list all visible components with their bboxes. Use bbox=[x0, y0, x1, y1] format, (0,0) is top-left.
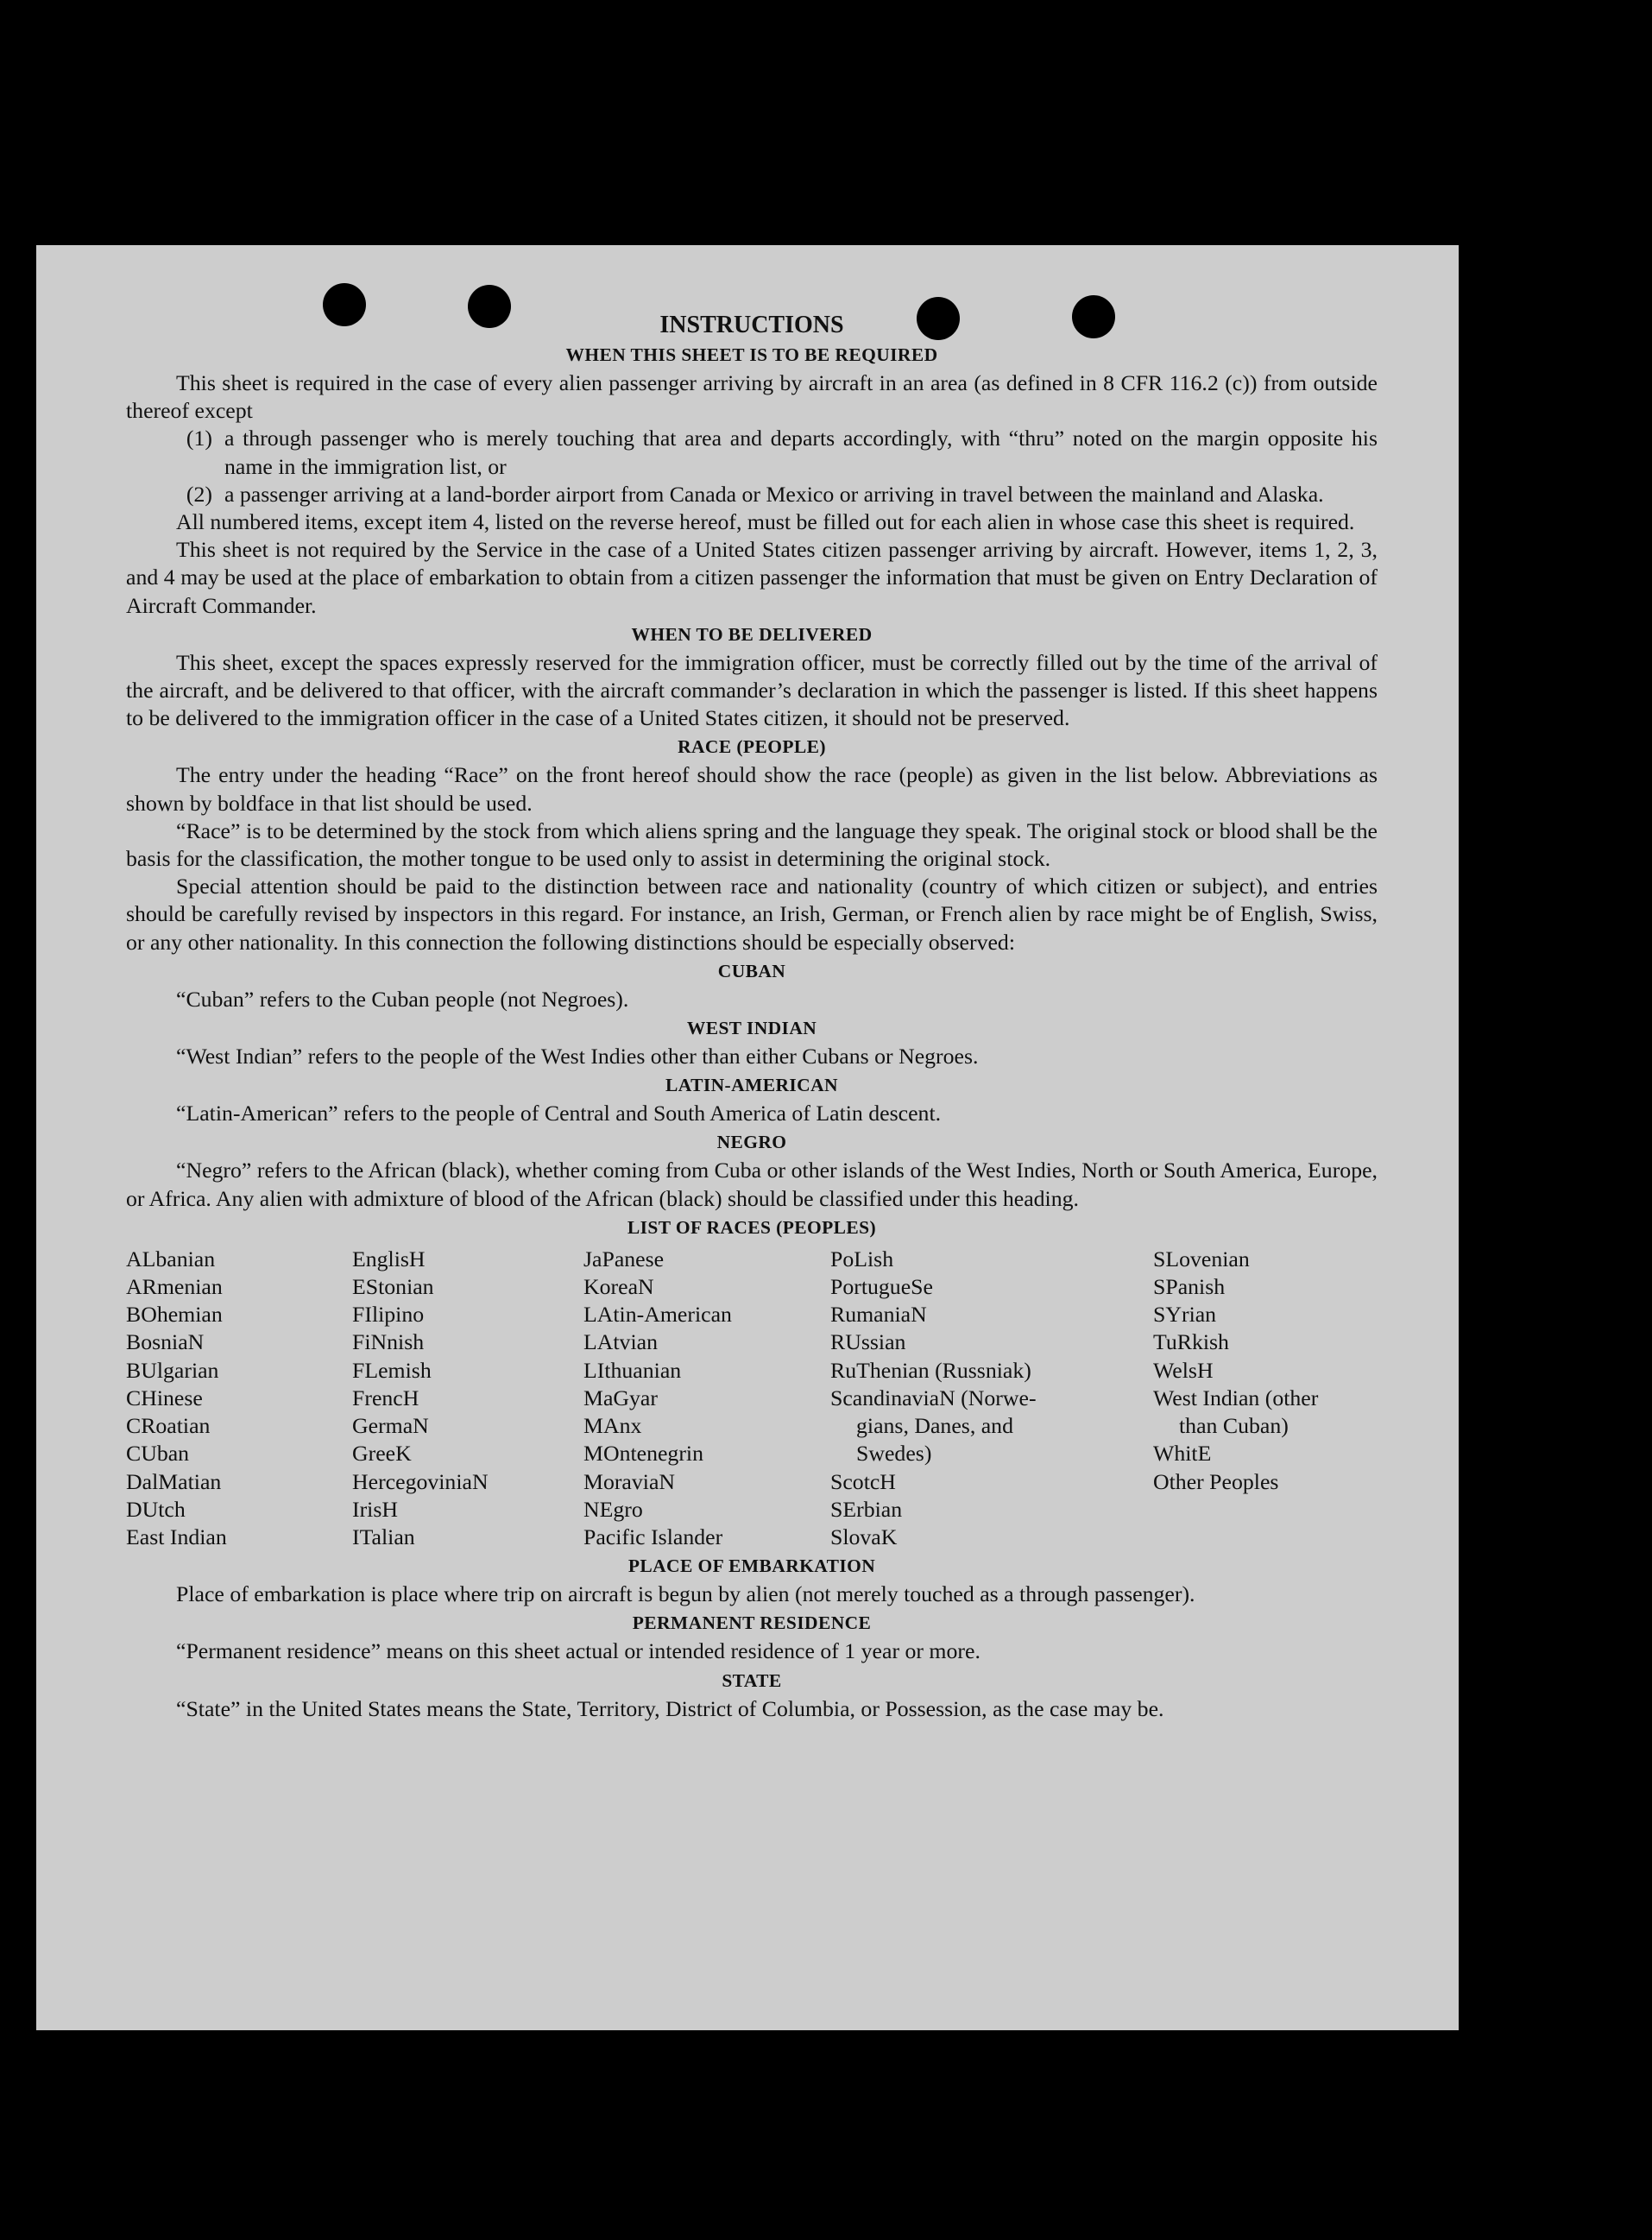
race-entry: Swedes) bbox=[856, 1441, 932, 1467]
heading-cuban: CUBAN bbox=[717, 960, 786, 981]
list-item bbox=[126, 481, 1378, 508]
heading-negro: NEGRO bbox=[716, 1132, 787, 1153]
list-item-text: a passenger arriving at a land-border airport from Canada or Mexico or arriving in travel between the mainland and Alaska. bbox=[224, 481, 1324, 507]
races-list bbox=[126, 1246, 1378, 1551]
race-entry: WelsH bbox=[1153, 1357, 1214, 1383]
paragraph: All numbered items, except item 4, listed on the reverse hereof, must be filled out for each alien in whose case this sheet is required. bbox=[176, 509, 1355, 535]
race-entry: BosniaN bbox=[126, 1329, 205, 1355]
races-column bbox=[126, 1246, 352, 1551]
race-entry: SYrian bbox=[1153, 1302, 1217, 1328]
heading-west-indian: WEST INDIAN bbox=[686, 1018, 817, 1039]
race-entry: East Indian bbox=[126, 1524, 227, 1549]
race-entry: CHinese bbox=[126, 1385, 203, 1410]
race-entry: MoraviaN bbox=[583, 1468, 676, 1494]
paragraph: Special attention should be paid to the distinction between race and nationality (country of which citizen or subject), and entries should be carefully revised by inspectors in this regard. For instance, an Irish, German, or French alien by race might be of English, Swiss, or any other nationality. In this connection the following distinctions should be especially observed: bbox=[126, 874, 1378, 955]
race-entry: GreeK bbox=[352, 1441, 412, 1467]
race-entry: gians, Danes, and bbox=[856, 1413, 1013, 1439]
race-entry: ARmenian bbox=[126, 1274, 223, 1300]
race-entry: PoLish bbox=[830, 1246, 894, 1271]
race-entry: DUtch bbox=[126, 1496, 186, 1522]
heading-race: RACE (PEOPLE) bbox=[678, 736, 826, 758]
race-entry: FrencH bbox=[352, 1385, 419, 1410]
heading-list-of-races: LIST OF RACES (PEOPLES) bbox=[627, 1216, 877, 1238]
list-item-text: a through passenger who is merely touching that area and departs accordingly, with “thru” noted on the margin opposite his name in the immigration list, or bbox=[224, 426, 1378, 479]
races-column bbox=[583, 1246, 830, 1551]
race-entry: MOntenegrin bbox=[583, 1441, 703, 1467]
race-entry: Other Peoples bbox=[1153, 1468, 1279, 1494]
list-item-number: (1) bbox=[186, 426, 212, 451]
heading-when-required: WHEN THIS SHEET IS TO BE REQUIRED bbox=[565, 344, 938, 365]
heading-latin-american: LATIN-AMERICAN bbox=[665, 1075, 838, 1096]
race-entry: SlovaK bbox=[830, 1524, 898, 1549]
race-entry: KoreaN bbox=[583, 1274, 654, 1300]
paragraph: “Race” is to be determined by the stock from which aliens spring and the language they speak. The original stock or blood shall be the basis for the classification, the mother tongue to be used only to assist in determining the original stock. bbox=[126, 817, 1378, 872]
race-entry: IrisH bbox=[352, 1496, 399, 1522]
race-entry: MaGyar bbox=[583, 1385, 658, 1410]
race-entry: ITalian bbox=[352, 1524, 415, 1549]
paragraph: This sheet is required in the case of every alien passenger arriving by aircraft in an area (as defined in 8 CFR 116.2 (c)) from outside thereof except bbox=[126, 370, 1378, 424]
race-entry: PortugueSe bbox=[830, 1274, 933, 1300]
paragraph: Place of embarkation is place where trip on aircraft is begun by alien (not merely touched as a through passenger). bbox=[176, 1581, 1195, 1607]
races-column bbox=[352, 1246, 583, 1551]
race-entry: RUssian bbox=[830, 1329, 906, 1355]
race-entry: FLemish bbox=[352, 1357, 432, 1383]
race-entry: CRoatian bbox=[126, 1413, 211, 1439]
race-entry: FIlipino bbox=[352, 1302, 425, 1328]
races-column bbox=[830, 1246, 1153, 1551]
race-entry: West Indian (other bbox=[1153, 1385, 1319, 1410]
race-entry: CUban bbox=[126, 1441, 190, 1467]
race-entry: JaPanese bbox=[583, 1246, 665, 1271]
document-sheet bbox=[36, 245, 1459, 2030]
race-entry: BUlgarian bbox=[126, 1357, 219, 1383]
heading-place-of-embarkation: PLACE OF EMBARKATION bbox=[627, 1555, 876, 1577]
race-entry: LIthuanian bbox=[583, 1357, 682, 1383]
race-entry: BOhemian bbox=[126, 1302, 223, 1328]
race-entry: than Cuban) bbox=[1179, 1413, 1289, 1439]
race-entry: HercegoviniaN bbox=[352, 1468, 489, 1494]
race-entry: RumaniaN bbox=[830, 1302, 927, 1328]
paragraph: “Cuban” refers to the Cuban people (not Negroes). bbox=[176, 986, 629, 1012]
race-entry: RuThenian (Russniak) bbox=[830, 1357, 1031, 1383]
race-entry: GermaN bbox=[352, 1413, 429, 1439]
list-item bbox=[126, 425, 1378, 480]
heading-when-delivered: WHEN TO BE DELIVERED bbox=[631, 623, 873, 645]
race-entry: EStonian bbox=[352, 1274, 434, 1300]
race-entry: LAtin-American bbox=[583, 1302, 732, 1328]
instructions-content bbox=[126, 311, 1378, 1723]
race-entry: TuRkish bbox=[1153, 1329, 1229, 1355]
paragraph: This sheet is not required by the Service in the case of a United States citizen passenger arriving by aircraft. However, items 1, 2, 3, and 4 may be used at the place of embarkation to obtain from a citizen passenger the information that must be given on Entry Declaration of Aircraft Commander. bbox=[126, 537, 1378, 618]
heading-state: STATE bbox=[722, 1669, 782, 1691]
paragraph: “Negro” refers to the African (black), whether coming from Cuba or other islands of the West Indies, North or South America, Europe, or Africa. Any alien with admixture of blood of the African (black) should be classified under this heading. bbox=[126, 1158, 1378, 1211]
paragraph: “Permanent residence” means on this sheet actual or intended residence of 1 year or more. bbox=[176, 1638, 980, 1664]
paragraph: “State” in the United States means the State, Territory, District of Columbia, or Possession, as the case may be. bbox=[176, 1695, 1164, 1721]
race-entry: ScotcH bbox=[830, 1468, 896, 1494]
paragraph: “Latin-American” refers to the people of Central and South America of Latin descent. bbox=[176, 1101, 942, 1126]
race-entry: FiNnish bbox=[352, 1329, 425, 1355]
race-entry: MAnx bbox=[583, 1413, 642, 1439]
paragraph: “West Indian” refers to the people of the West Indies other than either Cubans or Negroes. bbox=[176, 1044, 979, 1070]
race-entry: ALbanian bbox=[126, 1246, 216, 1271]
page-title: INSTRUCTIONS bbox=[659, 312, 844, 338]
paragraph: The entry under the heading “Race” on the front hereof should show the race (people) as given in the list below. Abbreviations as shown by boldface in that list should be used. bbox=[126, 762, 1378, 816]
race-entry: Pacific Islander bbox=[583, 1524, 723, 1549]
races-column bbox=[1153, 1246, 1378, 1551]
race-entry: LAtvian bbox=[583, 1329, 658, 1355]
paragraph: This sheet, except the spaces expressly reserved for the immigration officer, must be correctly filled out by the time of the arrival of the aircraft, and be delivered to that officer, with the aircraft commander’s declaration in which the passenger is listed. If this sheet happens to be delivered to the immigration officer in the case of a United States citizen, it should not be preserved. bbox=[126, 649, 1378, 731]
race-entry: ScandinaviaN (Norwe- bbox=[830, 1385, 1037, 1410]
race-entry: SPanish bbox=[1153, 1274, 1226, 1300]
race-entry: SErbian bbox=[830, 1496, 903, 1522]
race-entry: SLovenian bbox=[1153, 1246, 1250, 1271]
heading-permanent-residence: PERMANENT RESIDENCE bbox=[632, 1612, 872, 1634]
race-entry: NEgro bbox=[583, 1496, 643, 1522]
race-entry: EnglisH bbox=[352, 1246, 426, 1271]
race-entry: DalMatian bbox=[126, 1468, 222, 1494]
list-item-number: (2) bbox=[186, 481, 212, 507]
race-entry: WhitE bbox=[1153, 1441, 1212, 1467]
